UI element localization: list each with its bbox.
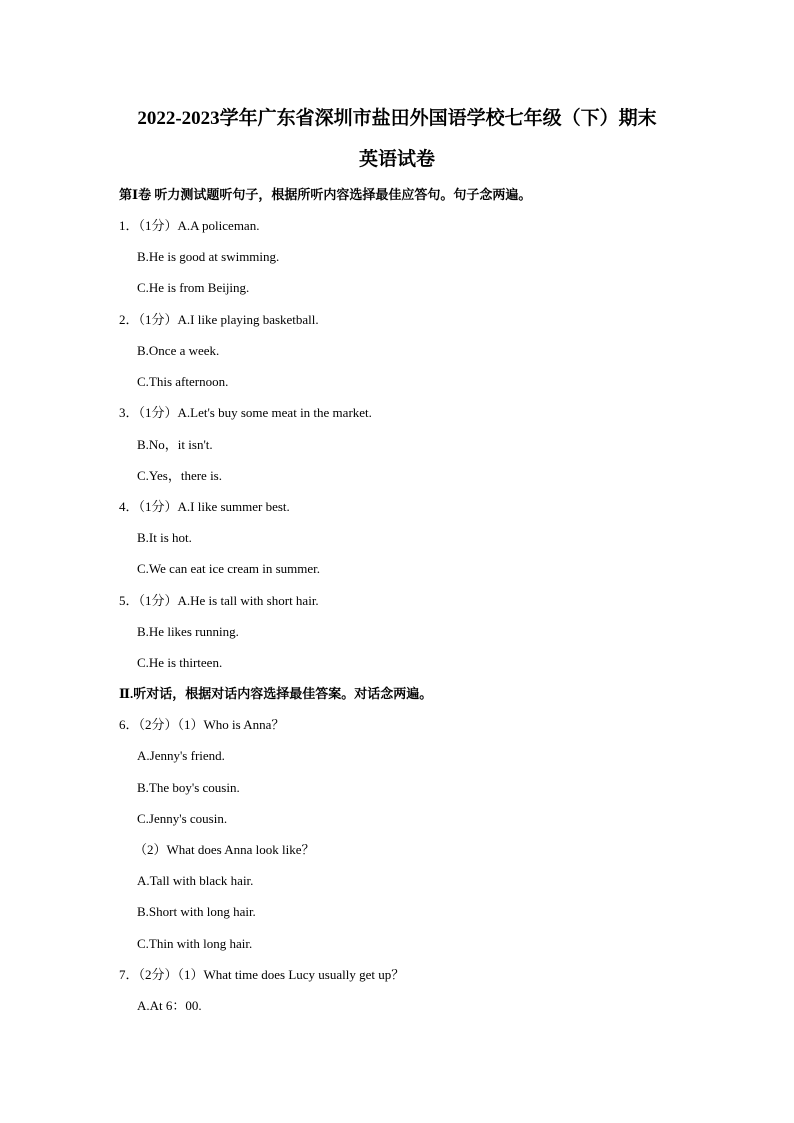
question-5-stem: 5．（1分）A.He is tall with short hair.: [119, 593, 319, 608]
question-5-option-c: C.He is thirteen.: [137, 655, 223, 670]
exam-title-line1: 2022-2023学年广东省深圳市盐田外国语学校七年级（下）期末: [137, 108, 657, 129]
question-6-2-option-c: C.Thin with long hair.: [137, 936, 253, 951]
question-6-2-option-b: B.Short with long hair.: [137, 904, 256, 919]
question-1-option-b: B.He is good at swimming.: [137, 249, 280, 264]
question-5-option-b: B.He likes running.: [137, 624, 239, 639]
question-1-option-c: C.He is from Beijing.: [137, 280, 250, 295]
question-2-option-c: C.This afternoon.: [137, 374, 229, 389]
question-7-stem: 7．（2分）（1）What time does Lucy usually get up？: [119, 967, 405, 982]
question-7-1-option-a: A.At 6：00.: [137, 998, 202, 1013]
question-6-2-option-a: A.Tall with black hair.: [137, 873, 254, 888]
question-6-2-stem: （2）What does Anna look like？: [134, 842, 315, 857]
question-6-1-option-b: B.The boy's cousin.: [137, 780, 240, 795]
question-2-option-b: B.Once a week.: [137, 343, 220, 358]
question-4-stem: 4．（1分）A.I like summer best.: [119, 499, 290, 514]
question-4-option-c: C.We can eat ice cream in summer.: [137, 561, 321, 576]
question-6-1-option-c: C.Jenny's cousin.: [137, 811, 228, 826]
section2-heading: Ⅱ.听对话，根据对话内容选择最佳答案。对话念两遍。: [119, 686, 433, 701]
question-3-stem: 3．（1分）A.Let's buy some meat in the market.: [119, 405, 372, 420]
question-6-stem: 6．（2分）（1）Who is Anna？: [119, 717, 285, 732]
exam-title-line2: 英语试卷: [358, 149, 435, 170]
question-1-stem: 1．（1分）A.A policeman.: [119, 218, 260, 233]
question-3-option-b: B.No，it isn't.: [137, 437, 213, 452]
question-6-1-option-a: A.Jenny's friend.: [137, 748, 225, 763]
section1-heading: 第Ⅰ卷 听力测试题听句子，根据所听内容选择最佳应答句。句子念两遍。: [119, 187, 532, 202]
question-3-option-c: C.Yes，there is.: [137, 468, 222, 483]
question-2-stem: 2．（1分）A.I like playing basketball.: [119, 312, 319, 327]
question-4-option-b: B.It is hot.: [137, 530, 192, 545]
